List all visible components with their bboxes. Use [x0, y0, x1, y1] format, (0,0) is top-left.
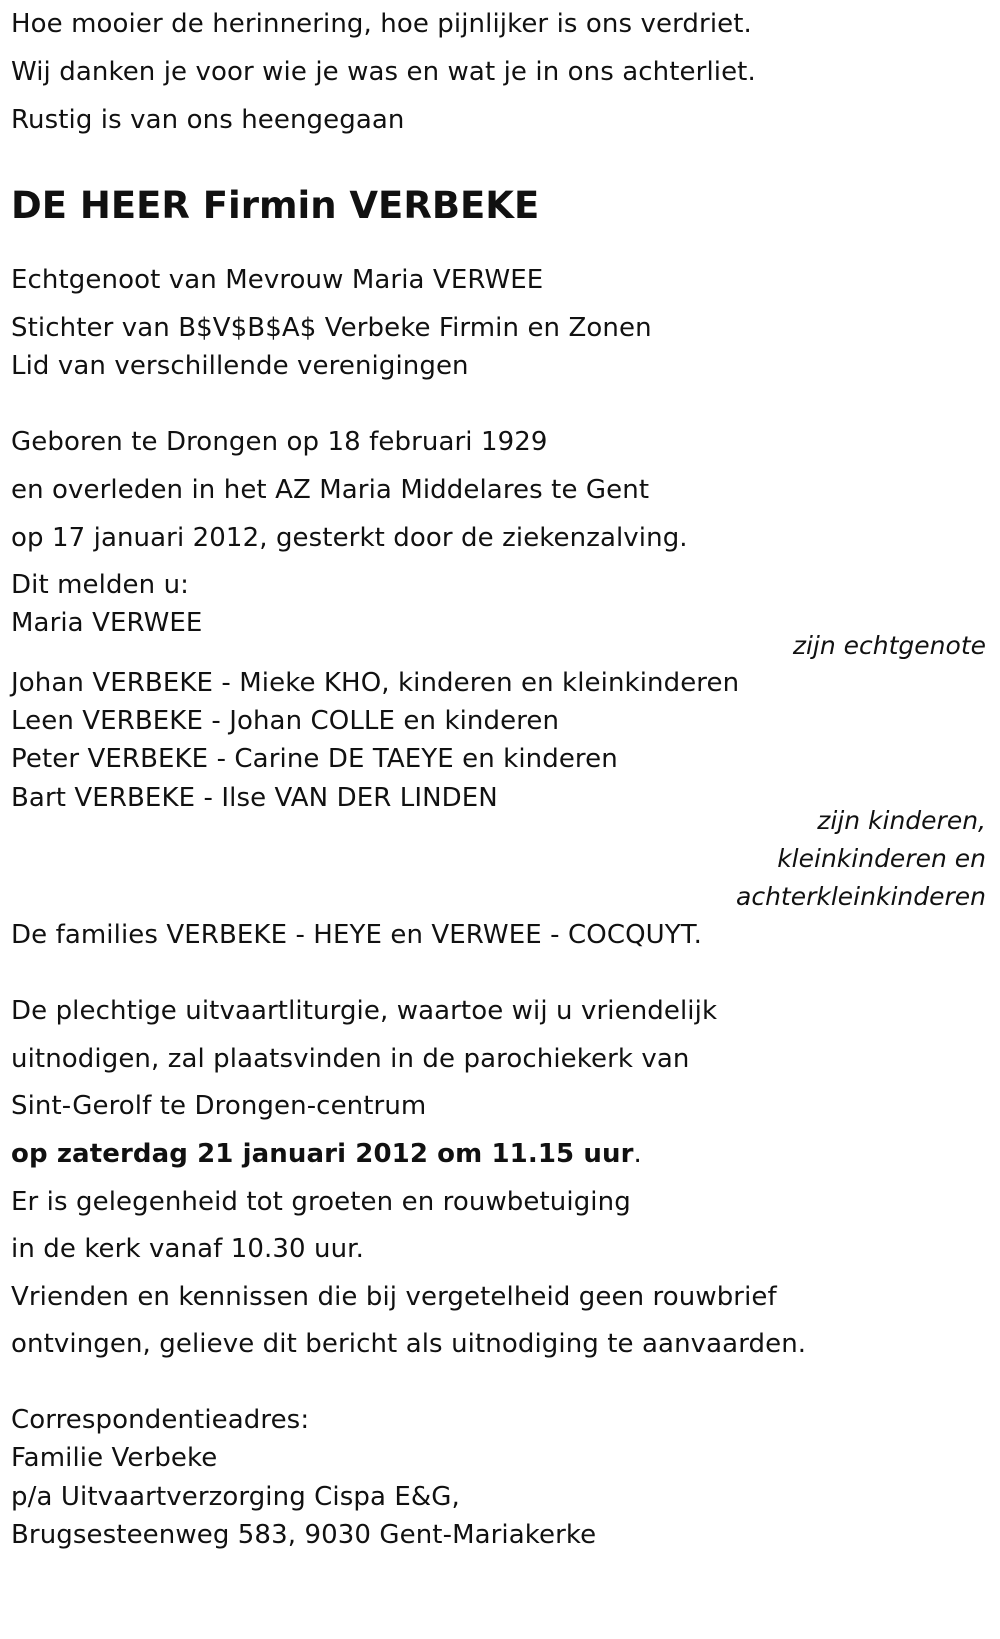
notice-line-2: ontvingen, gelieve dit bericht als uitnodiging te aanvaarden. — [11, 1329, 807, 1359]
spouse-title: Echtgenoot van Mevrouw Maria VERWEE — [11, 265, 544, 295]
died-date-line: op 17 januari 2012, gesterkt door de ziekenzalving. — [11, 523, 688, 553]
correspondence-address: Brugsesteenweg 583, 9030 Gent-Mariakerke — [11, 1520, 597, 1550]
condolence-line-2: in de kerk vanaf 10.30 uur. — [11, 1234, 364, 1264]
correspondence-name: Familie Verbeke — [11, 1443, 218, 1473]
families-line: De families VERBEKE - HEYE en VERWEE - COCQUYT. — [11, 920, 703, 950]
intro-line-1: Hoe mooier de herinnering, hoe pijnlijker is ons verdriet. — [11, 9, 752, 39]
funeral-date: op zaterdag 21 januari 2012 om 11.15 uur — [11, 1139, 634, 1169]
intro-line-2: Wij danken je voor wie je was en wat je in ons achterliet. — [11, 57, 756, 87]
announcers-heading: Dit melden u: — [11, 570, 190, 600]
born-line: Geboren te Drongen op 18 februari 1929 — [11, 427, 548, 457]
funeral-date-line — [11, 1137, 642, 1171]
child-line: Peter VERBEKE - Carine DE TAEYE en kinderen — [11, 744, 618, 774]
children-role-line: zijn kinderen, — [817, 806, 986, 835]
spouse-name: Maria VERWEE — [11, 608, 203, 638]
notice-line-1: Vrienden en kennissen die bij vergetelheid geen rouwbrief — [11, 1282, 777, 1312]
correspondence-care-of: p/a Uitvaartverzorging Cispa E&G, — [11, 1482, 460, 1512]
founder-title: Stichter van B$V$B$A$ Verbeke Firmin en Zonen — [11, 313, 652, 343]
funeral-line-1: De plechtige uitvaartliturgie, waartoe wij u vriendelijk — [11, 996, 718, 1026]
funeral-date-period: . — [633, 1139, 642, 1169]
condolence-line-1: Er is gelegenheid tot groeten en rouwbetuiging — [11, 1187, 631, 1217]
children-role-line: kleinkinderen en — [777, 844, 986, 873]
funeral-line-3: Sint-Gerolf te Drongen-centrum — [11, 1091, 427, 1121]
children-role-line: achterkleinkinderen — [736, 882, 986, 911]
child-line: Johan VERBEKE - Mieke KHO, kinderen en kleinkinderen — [11, 668, 740, 698]
spouse-role: zijn echtgenote — [792, 631, 986, 660]
intro-line-3: Rustig is van ons heengegaan — [11, 105, 405, 135]
child-line: Bart VERBEKE - Ilse VAN DER LINDEN — [11, 783, 498, 813]
member-title: Lid van verschillende verenigingen — [11, 351, 469, 381]
deceased-name: DE HEER Firmin VERBEKE — [11, 184, 540, 227]
correspondence-heading: Correspondentieadres: — [11, 1405, 310, 1435]
funeral-line-2: uitnodigen, zal plaatsvinden in de parochiekerk van — [11, 1044, 690, 1074]
died-place-line: en overleden in het AZ Maria Middelares te Gent — [11, 475, 650, 505]
child-line: Leen VERBEKE - Johan COLLE en kinderen — [11, 706, 560, 736]
